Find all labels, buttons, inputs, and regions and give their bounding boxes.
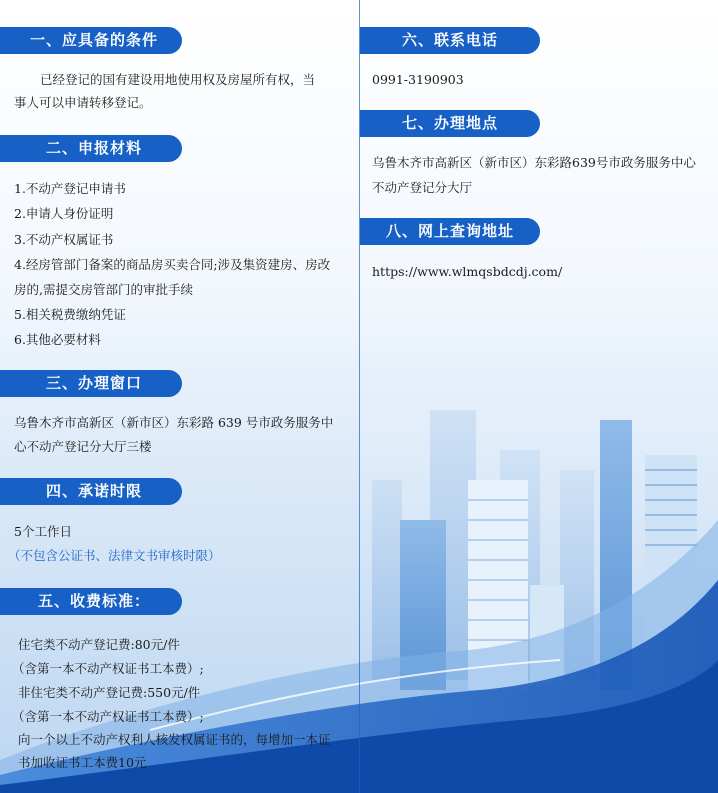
fee-line-1: 住宅类不动产登记费:80元/件 xyxy=(18,637,180,652)
window-address-line-2: 心不动产登记分大厅三楼 xyxy=(14,439,152,454)
conditions-line-2: 事人可以申请转移登记。 xyxy=(14,95,152,110)
window-address-line-1: 乌鲁木齐市高新区（新市区）东彩路 639 号市政务服务中 xyxy=(14,415,334,430)
section-8-header: 八、网上查询地址 xyxy=(360,218,540,245)
section-7-header: 七、办理地点 xyxy=(360,110,540,137)
office-address-line-1: 乌鲁木齐市高新区（新市区）东彩路639号市政务服务中心 xyxy=(372,155,696,170)
fee-line-6: 书加收证书工本费10元 xyxy=(18,755,147,770)
fee-line-4: （含第一本不动产权证书工本费）; xyxy=(12,709,204,724)
fee-line-2: （含第一本不动产权证书工本费）; xyxy=(12,661,204,676)
section-3-header: 三、办理窗口 xyxy=(0,370,182,397)
section-1-header: 一、应具备的条件 xyxy=(0,27,182,54)
section-5-header: 五、收费标准： xyxy=(0,588,182,615)
materials-item-4-cont: 房的,需提交房管部门的审批手续 xyxy=(14,282,193,297)
materials-item-1: 1.不动产登记申请书 xyxy=(14,181,126,196)
time-limit-value: 5个工作日 xyxy=(14,524,72,539)
fee-line-5: 向一个以上不动产权利人核发权属证书的，每增加一本证 xyxy=(18,732,331,747)
section-4-header: 四、承诺时限 xyxy=(0,478,182,505)
office-address-line-2: 不动产登记分大厅 xyxy=(372,180,473,195)
time-limit-note: （不包含公证书、法律文书审核时限） xyxy=(8,548,221,563)
section-6-header: 六、联系电话 xyxy=(360,27,540,54)
fee-line-3: 非住宅类不动产登记费:550元/件 xyxy=(18,685,201,700)
materials-item-2: 2.申请人身份证明 xyxy=(14,206,114,221)
section-2-header: 二、申报材料 xyxy=(0,135,182,162)
materials-item-3: 3.不动产权属证书 xyxy=(14,232,114,247)
conditions-line-1: 已经登记的国有建设用地使用权及房屋所有权，当 xyxy=(40,72,316,87)
materials-item-6: 6.其他必要材料 xyxy=(14,332,101,347)
materials-item-4: 4.经房管部门备案的商品房买卖合同;涉及集资建房、房改 xyxy=(14,257,331,272)
materials-item-5: 5.相关税费缴纳凭证 xyxy=(14,307,126,322)
contact-phone: 0991-3190903 xyxy=(372,72,464,87)
query-website-url: https://www.wlmqsbdcdj.com/ xyxy=(372,264,563,279)
